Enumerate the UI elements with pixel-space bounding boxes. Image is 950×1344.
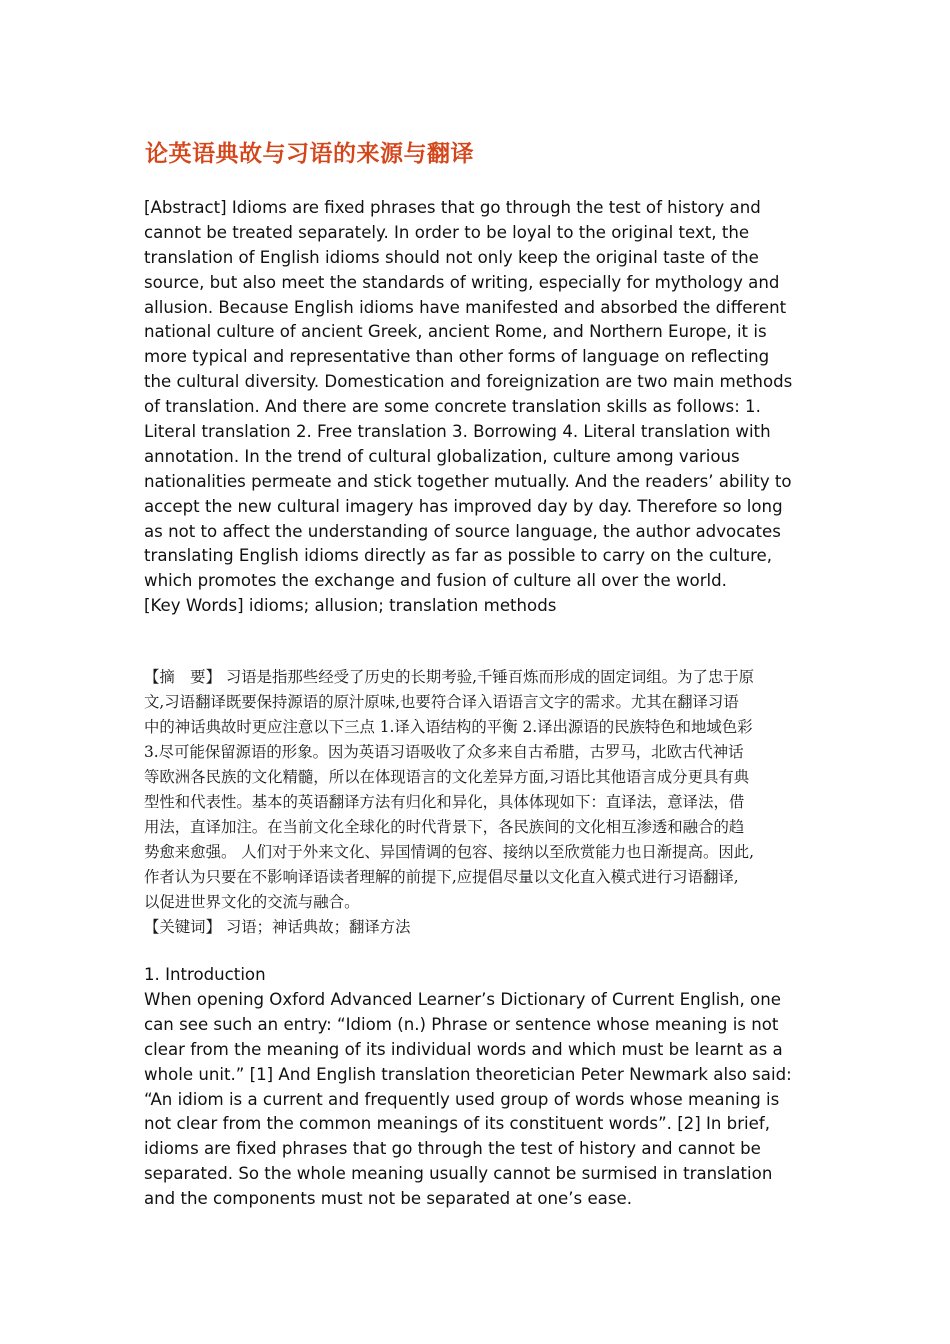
abstract-cn-line: 3.尽可能保留源语的形象。因为英语习语吸收了众多来自古希腊，古罗马，北欧古代神话	[144, 743, 744, 761]
abstract-en-line: allusion. Because English idioms have manifested and absorbed the different	[144, 297, 787, 317]
abstract-en-line: of translation. And there are some concrete translation skills as follows: 1.	[144, 397, 761, 417]
keywords-en-line: [Key Words] idioms; allusion; translation methods	[144, 596, 557, 615]
abstract-en-line: nationalities permeate and stick together mutually. And the readers’ ability to	[144, 471, 792, 491]
introduction-line: When opening Oxford Advanced Learner’s Dictionary of Current English, one	[144, 990, 781, 1009]
abstract-cn-line: 中的神话典故时更应注意以下三点 1.译入语结构的平衡 2.译出源语的民族特色和地域色彩	[144, 718, 753, 736]
abstract-en-line: the cultural diversity. Domestication and foreignization are two main methods	[144, 372, 793, 392]
abstract-en-line: which promotes the exchange and fusion of culture all over the world.	[144, 571, 727, 591]
abstract-en-line: source, but also meet the standards of writing, especially for mythology and	[144, 272, 780, 292]
introduction-line: idioms are fixed phrases that go through the test of history and cannot be	[144, 1139, 761, 1159]
introduction-body	[144, 988, 819, 1212]
chinese-abstract	[144, 665, 819, 940]
abstract-en-line: translating English idioms directly as far as possible to carry on the culture,	[144, 546, 773, 566]
abstract-en-line: national culture of ancient Greek, ancient Rome, and Northern Europe, it is	[144, 322, 767, 342]
introduction-line: separated. So the whole meaning usually cannot be surmised in translation	[144, 1164, 773, 1184]
abstract-cn-line: 势愈来愈强。 人们对于外来文化、异国情调的包容、接纳以至欣赏能力也日渐提高。因此,	[144, 843, 755, 861]
abstract-cn-line: 作者认为只要在不影响译语读者理解的前提下,应提倡尽量以文化直入模式进行习语翻译,	[144, 868, 739, 886]
introduction-line: and the components must not be separated at one’s ease.	[144, 1189, 632, 1209]
abstract-en-line: Literal translation 2. Free translation 3. Borrowing 4. Literal translation with	[144, 422, 771, 442]
abstract-en-line: more typical and representative than other forms of language on reflecting	[144, 347, 770, 367]
english-keywords	[144, 594, 819, 619]
abstract-en-line: accept the new cultural imagery has improved day by day. Therefore so long	[144, 496, 783, 516]
abstract-en-line: as not to affect the understanding of source language, the author advocates	[144, 521, 781, 541]
abstract-cn-line: 【摘 要】 习语是指那些经受了历史的长期考验,千锤百炼而形成的固定词组。为了忠于原	[144, 668, 755, 686]
section-heading-introduction: 1. Introduction	[144, 965, 266, 984]
abstract-cn-line: 型性和代表性。基本的英语翻译方法有归化和异化，具体体现如下：直译法，意译法，借	[144, 793, 745, 811]
introduction-line: “An idiom is a current and frequently used group of words whose meaning is	[144, 1089, 780, 1109]
abstract-en-line: cannot be treated separately. In order to be loyal to the original text, the	[144, 222, 750, 242]
keywords-cn-line: 【关键词】 习语；神话典故；翻译方法	[144, 918, 411, 936]
abstract-en-line: annotation. In the trend of cultural globalization, culture among various	[144, 446, 740, 466]
abstract-cn-line: 用法，直译加注。在当前文化全球化的时代背景下，各民族间的文化相互渗透和融合的趋	[144, 818, 745, 836]
page-title: 论英语典故与习语的来源与翻译	[145, 140, 474, 167]
abstract-cn-line: 等欧洲各民族的文化精髓，所以在体现语言的文化差异方面,习语比其他语言成分更具有典	[144, 768, 750, 786]
abstract-en-line: [Abstract] Idioms are fixed phrases that go through the test of history and	[144, 198, 761, 217]
abstract-en-line: translation of English idioms should not only keep the original taste of the	[144, 247, 759, 267]
introduction-line: can see such an entry: “Idiom (n.) Phrase or sentence whose meaning is not	[144, 1014, 779, 1034]
introduction-line: whole unit.” [1] And English translation theoretician Peter Newmark also said:	[144, 1064, 792, 1084]
introduction-line: clear from the meaning of its individual words and which must be learnt as a	[144, 1039, 783, 1059]
introduction-line: not clear from the common meanings of its constituent words”. [2] In brief,	[144, 1114, 770, 1134]
abstract-cn-line: 以促进世界文化的交流与融合。	[144, 893, 360, 911]
abstract-cn-line: 文,习语翻译既要保持源语的原汁原味,也要符合译入语语言文字的需求。尤其在翻译习语	[144, 693, 739, 711]
english-abstract	[144, 196, 819, 594]
